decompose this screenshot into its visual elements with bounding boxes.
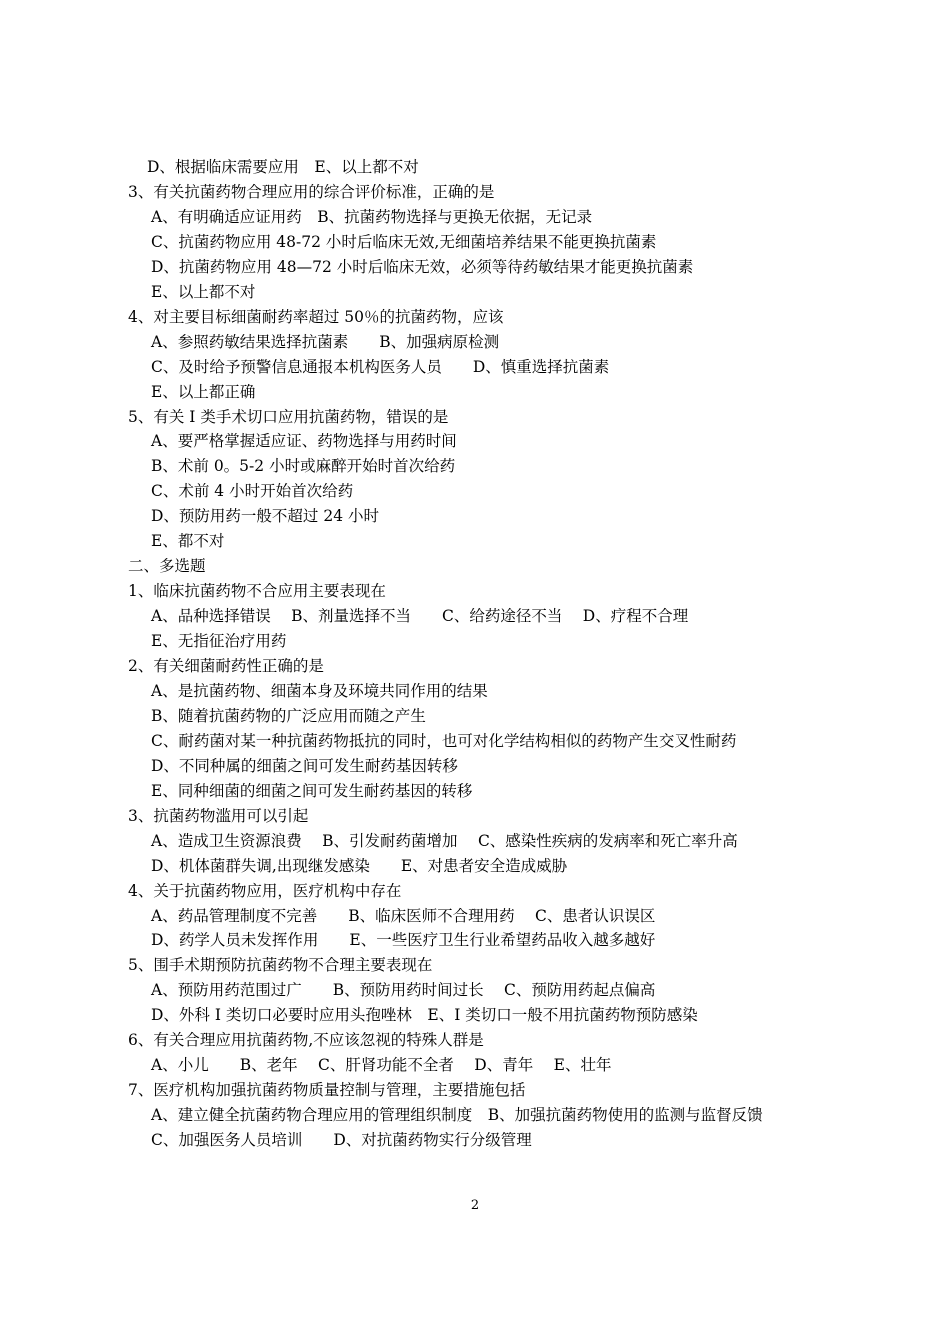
option-line: E、都不对 <box>151 532 225 550</box>
option-line: D、外科 I 类切口必要时应用头孢唑林 E、I 类切口一般不用抗菌药物预防感染 <box>151 1006 698 1024</box>
option-line: E、以上都正确 <box>151 383 256 401</box>
question-line: 4、对主要目标细菌耐药率超过 50％的抗菌药物，应该 <box>128 308 504 326</box>
option-line: D、抗菌药物应用 48—72 小时后临床无效，必须等待药敏结果才能更换抗菌素 <box>151 258 694 276</box>
option-line: D、不同种属的细菌之间可发生耐药基因转移 <box>151 757 458 775</box>
option-line: A、小儿 B、老年 C、肝肾功能不全者 D、青年 E、壮年 <box>151 1056 612 1074</box>
question-line: 2、有关细菌耐药性正确的是 <box>128 657 324 675</box>
option-line: E、以上都不对 <box>151 283 256 301</box>
question-line: 4、关于抗菌药物应用，医疗机构中存在 <box>128 882 402 900</box>
option-line: D、根据临床需要应用 E、以上都不对 <box>147 158 419 176</box>
option-line: D、预防用药一般不超过 24 小时 <box>151 507 380 525</box>
question-line: 6、有关合理应用抗菌药物,不应该忽视的特殊人群是 <box>128 1031 484 1049</box>
question-line: 5、围手术期预防抗菌药物不合理主要表现在 <box>128 956 433 974</box>
section-heading: 二、多选题 <box>128 557 206 575</box>
question-line: 3、抗菌药物滥用可以引起 <box>128 807 309 825</box>
option-line: D、机体菌群失调,出现继发感染 E、对患者安全造成威胁 <box>151 857 568 875</box>
option-line: E、同种细菌的细菌之间可发生耐药基因的转移 <box>151 782 473 800</box>
option-line: A、预防用药范围过广 B、预防用药时间过长 C、预防用药起点偏高 <box>151 981 656 999</box>
question-line: 5、有关 I 类手术切口应用抗菌药物，错误的是 <box>128 408 449 426</box>
option-line: E、无指征治疗用药 <box>151 632 287 650</box>
option-line: C、术前 4 小时开始首次给药 <box>151 482 354 500</box>
option-line: A、造成卫生资源浪费 B、引发耐药菌增加 C、感染性疾病的发病率和死亡率升高 <box>151 832 738 850</box>
question-line: 7、医疗机构加强抗菌药物质量控制与管理，主要措施包括 <box>128 1081 526 1099</box>
option-line: A、有明确适应证用药 B、抗菌药物选择与更换无依据，无记录 <box>151 208 593 226</box>
option-line: A、药品管理制度不完善 B、临床医师不合理用药 C、患者认识误区 <box>151 907 656 925</box>
option-line: A、参照药敏结果选择抗菌素 B、加强病原检测 <box>151 333 500 351</box>
option-line: C、加强医务人员培训 D、对抗菌药物实行分级管理 <box>151 1131 532 1149</box>
option-line: A、是抗菌药物、细菌本身及环境共同作用的结果 <box>151 682 488 700</box>
option-line: A、要严格掌握适应证、药物选择与用药时间 <box>151 432 457 450</box>
option-line: A、建立健全抗菌药物合理应用的管理组织制度 B、加强抗菌药物使用的监测与监督反馈 <box>151 1106 763 1124</box>
option-line: B、随着抗菌药物的广泛应用而随之产生 <box>151 707 426 725</box>
option-line: B、术前 0。5-2 小时或麻醉开始时首次给药 <box>151 457 456 475</box>
option-line: A、品种选择错误 B、剂量选择不当 C、给药途径不当 D、疗程不合理 <box>151 607 689 625</box>
question-line: 1、临床抗菌药物不合应用主要表现在 <box>128 582 386 600</box>
option-line: D、药学人员未发挥作用 E、一些医疗卫生行业希望药品收入越多越好 <box>151 931 656 949</box>
question-line: 3、有关抗菌药物合理应用的综合评价标准，正确的是 <box>128 183 495 201</box>
option-line: C、抗菌药物应用 48-72 小时后临床无效,无细菌培养结果不能更换抗菌素 <box>151 233 657 251</box>
option-line: C、耐药菌对某一种抗菌药物抵抗的同时，也可对化学结构相似的药物产生交叉性耐药 <box>151 732 737 750</box>
option-line: C、及时给予预警信息通报本机构医务人员 D、慎重选择抗菌素 <box>151 358 610 376</box>
page-number: 2 <box>470 1198 480 1213</box>
